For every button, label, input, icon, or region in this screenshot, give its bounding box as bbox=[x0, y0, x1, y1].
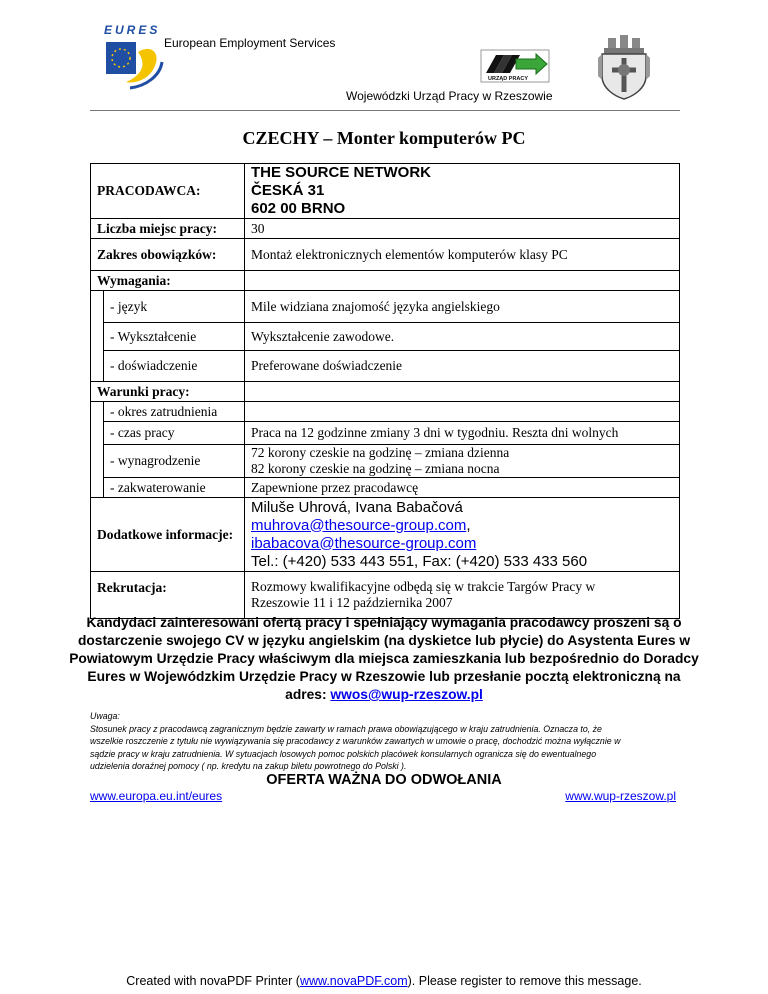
novapdf-watermark bbox=[0, 974, 768, 988]
housing-label: - zakwaterowanie bbox=[104, 478, 245, 498]
novapdf-link[interactable]: www.novaPDF.com bbox=[299, 974, 408, 988]
duties-label: Zakres obowiązków: bbox=[91, 239, 245, 271]
coat-of-arms bbox=[594, 34, 654, 100]
row-recruitment bbox=[91, 572, 680, 619]
row-duties bbox=[91, 239, 680, 271]
language-label: - język bbox=[104, 291, 245, 323]
period-label: - okres zatrudnienia bbox=[104, 402, 245, 422]
notice-line-4: Eures w Wojewódzkim Urzędzie Pracy w Rzeszowie lub przesłanie pocztą elektroniczną na bbox=[87, 669, 681, 684]
contact-phone: Tel.: (+420) 533 443 551, Fax: (+420) 533 433 560 bbox=[251, 552, 588, 570]
recruitment-line-1: Rozmowy kwalifikacyjne odbędą się w trakcie Targów Pracy w bbox=[251, 579, 596, 594]
info-label: Dodatkowe informacje: bbox=[91, 498, 245, 572]
duties-value: Montaż elektronicznych elementów komputerów klasy PC bbox=[245, 239, 680, 271]
employer-label: PRACODAWCA: bbox=[91, 164, 245, 219]
row-experience bbox=[91, 351, 680, 382]
experience-value: Preferowane doświadczenie bbox=[245, 351, 680, 382]
row-employer bbox=[91, 164, 680, 219]
row-additional-info bbox=[91, 498, 680, 572]
experience-label: - doświadczenie bbox=[104, 351, 245, 382]
notice-line-1: Kandydaci zainteresowani ofertą pracy i spełniający wymagania pracodawcy proszeni są o bbox=[86, 615, 682, 630]
wup-website-link[interactable]: www.wup-rzeszow.pl bbox=[565, 789, 676, 803]
row-conditions bbox=[91, 382, 680, 402]
contact-email-2[interactable]: ibabacova@thesource-group.com bbox=[251, 534, 477, 552]
remark-title: Uwaga: bbox=[90, 711, 120, 721]
row-salary bbox=[91, 445, 680, 478]
remark-line-1: Stosunek pracy z pracodawcą zagranicznym będzie zawarty w ramach prawa obowiązującego w kraju zatrudnienia. Oznacza to, że bbox=[90, 723, 602, 734]
contact-names: Miluše Uhrová, Ivana Babačová bbox=[251, 498, 463, 516]
contact-email-1[interactable]: muhrova@thesource-group.com bbox=[251, 516, 467, 534]
remark-line-2: wszelkie roszczenie z tytułu nie wywiązywania się pracodawcy z warunków zawartych w umowie o pracę, dochodzić można wyłącznie w bbox=[90, 736, 621, 746]
period-value bbox=[245, 402, 680, 422]
employer-street: ČESKÁ 31 bbox=[251, 182, 325, 199]
education-label: - Wykształcenie bbox=[104, 323, 245, 351]
salary-value bbox=[245, 445, 680, 478]
row-housing bbox=[91, 478, 680, 498]
notice-email[interactable]: wwos@wup-rzeszow.pl bbox=[330, 687, 483, 702]
eures-website-link[interactable]: www.europa.eu.int/eures bbox=[90, 789, 223, 803]
row-period bbox=[91, 402, 680, 422]
page-title: CZECHY – Monter komputerów PC bbox=[242, 128, 526, 148]
eures-logo bbox=[90, 22, 180, 92]
contact-comma: , bbox=[466, 516, 471, 534]
salary-night: 82 korony czeskie na godzinę – zmiana nocna bbox=[251, 461, 500, 476]
office-name: Wojewódzki Urząd Pracy w Rzeszowie bbox=[346, 89, 553, 103]
places-value: 30 bbox=[245, 219, 680, 239]
remark-line-3: sądzie pracy w kraju zatrudnienia. W sytuacjach losowych pomoc polskich placówek konsularnych ogranicza się do ewentualnego bbox=[90, 748, 597, 759]
language-value: Mile widziana znajomość języka angielskiego bbox=[245, 291, 680, 323]
worktime-value: Praca na 12 godzinne zmiany 3 dni w tygodniu. Reszta dni wolnych bbox=[245, 422, 680, 445]
row-language bbox=[91, 291, 680, 323]
info-value bbox=[245, 498, 680, 572]
header-divider bbox=[90, 110, 680, 111]
row-education bbox=[91, 323, 680, 351]
row-requirements bbox=[91, 271, 680, 291]
validity-notice: OFERTA WAŻNA DO ODWOŁANIA bbox=[266, 772, 502, 788]
requirements-label: Wymagania: bbox=[91, 271, 245, 291]
eures-service-text: European Employment Services bbox=[164, 36, 336, 50]
notice-address-prefix: adres: bbox=[285, 687, 331, 702]
remark-block bbox=[90, 710, 680, 773]
offer-table bbox=[90, 163, 680, 619]
svg-text:EURES: EURES bbox=[104, 23, 161, 37]
remark-line-4: udzielenia doraźnej pomocy ( np. kredytu na zakup biletu powrotnego do Polski ). bbox=[90, 761, 407, 771]
wup-logo bbox=[480, 49, 550, 83]
application-notice bbox=[60, 614, 708, 704]
notice-line-2: dostarczenie swojego CV w języku angielskim (na dyskietce lub płycie) do Asystenta Eures w bbox=[77, 633, 691, 648]
employer-name: THE SOURCE NETWORK bbox=[251, 164, 431, 181]
row-worktime bbox=[91, 422, 680, 445]
notice-line-3: Powiatowym Urzędzie Pracy właściwym dla miejsca zamieszkania lub bezpośrednio do Doradcy bbox=[69, 651, 699, 666]
watermark-suffix: ). Please register to remove this message. bbox=[407, 974, 642, 988]
education-value: Wykształcenie zawodowe. bbox=[245, 323, 680, 351]
worktime-label: - czas pracy bbox=[104, 422, 245, 445]
places-label: Liczba miejsc pracy: bbox=[91, 219, 245, 239]
conditions-label: Warunki pracy: bbox=[91, 382, 245, 402]
row-places bbox=[91, 219, 680, 239]
recruitment-line-2: Rzeszowie 11 i 12 października 2007 bbox=[251, 595, 453, 610]
employer-city: 602 00 BRNO bbox=[251, 200, 346, 217]
housing-value: Zapewnione przez pracodawcę bbox=[245, 478, 680, 498]
recruitment-label: Rekrutacja: bbox=[91, 572, 245, 619]
salary-day: 72 korony czeskie na godzinę – zmiana dzienna bbox=[251, 445, 510, 460]
svg-text:URZĄD PRACY: URZĄD PRACY bbox=[488, 76, 529, 82]
employer-value bbox=[245, 164, 680, 219]
watermark-prefix: Created with novaPDF Printer ( bbox=[126, 974, 300, 988]
salary-label: - wynagrodzenie bbox=[104, 445, 245, 478]
recruitment-value bbox=[245, 572, 680, 619]
